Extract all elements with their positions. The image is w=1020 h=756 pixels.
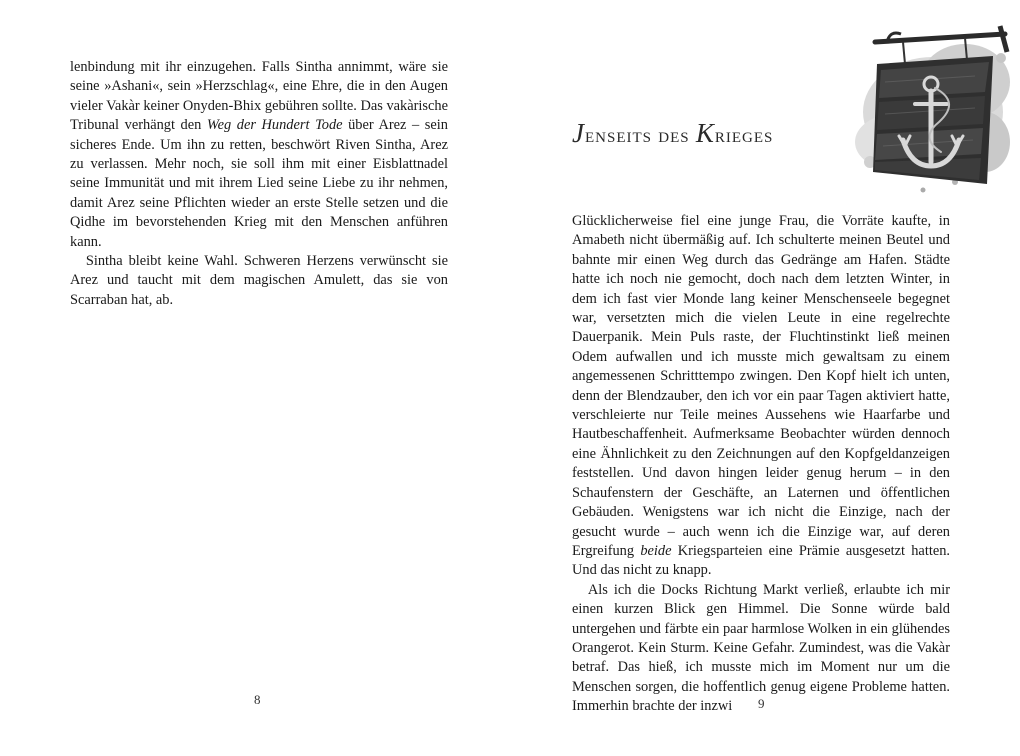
left-body-text — [70, 58, 448, 310]
paragraph-text: Glücklicherweise fiel eine junge Frau, die Vorräte kaufte, in Amabeth nicht übermäßig auf. Ich schulterte meinen Beutel und bahnte mir einen Weg durch das Gedränge am Hafen. Städte hatte ich noch nie gemocht, doch nach dem letzten Winter, in dem ich fast vier Monde lang keiner Menschenseele begegnet war, versetzten mich die vielen Leute in eine regelrechte Dauerpanik. Mein Puls raste, der Fluchtinstinkt ließ meinen Odem aufwallen und ich musste mich gewaltsam zu einem angemessenen Schritttempo zwingen. Den Kopf hielt ich unten, denn der Blendzauber, den ich vor ein paar Tagen aktiviert hatte, verschleierte nur Teile meines Aussehens wie Haarfarbe und Hautbeschaffenheit. Aufmerksame Beobachter würden dennoch eine Ähnlichkeit zu den Zeichnungen auf den Kopfgeldanzeigen feststellen. Und davon hingen leider genug herum – in den Schaufenstern der Geschäfte, an Laternen und öffentlichen Gebäuden. Wenigstens war ich nicht die Einzige, nach der gesucht wurde – auch wenn ich die Einzige war, auf deren Ergreifung — [572, 213, 950, 559]
body-paragraph — [572, 212, 950, 581]
paragraph-text: über Arez – sein sicheres Ende. Um ihn zu retten, beschwört Riven Sintha, Arez zu verlassen. Mehr noch, sie soll ihm mit einer Eisblattnadel seine Immunität und mit ihrem Lied seine Liebe zu ihr nehmen, damit Arez seine Pflichten wieder an erste Stelle setzen und die Qidhe im bevorstehenden Krieg mit den Menschen anführen kann. — [70, 117, 448, 250]
anchor-signboard-illustration — [815, 12, 1015, 202]
body-paragraph — [70, 252, 448, 310]
paragraph-text: Sintha bleibt keine Wahl. Schweren Herzens verwünscht sie Arez und taucht mit dem magischen Amulett, das sie von Scarraban hat, ab. — [70, 253, 448, 308]
body-paragraph — [70, 58, 448, 252]
italic-text: beide — [640, 542, 672, 559]
italic-text: Weg der Hundert Tode — [206, 117, 343, 134]
page-number-right: 9 — [758, 696, 765, 711]
chapter-title-part-2: rieges — [714, 123, 774, 147]
page-number-left: 8 — [254, 692, 261, 707]
right-page — [510, 0, 1020, 756]
chapter-title — [572, 118, 773, 149]
right-body-text — [572, 212, 950, 717]
paragraph-text: lenbindung mit ihr einzugehen. Falls Sintha annimmt, wäre sie seine »Ashani«, sein »Herzschlag«, eine Ehre, die in den Augen vieler Vakàr keiner Onyden-Bhix gebühren sollte. Das vakàrische Tribunal verhängt den — [70, 59, 448, 134]
paragraph-text: Als ich die Docks Richtung Markt verließ, erlaubte ich mir einen kurzen Blick gen Himmel. Die Sonne würde bald untergehen und färbte ein paar harmlose Wolken in ein glühendes Orangerot. Kein Sturm. Keine Gefahr. Zumindest, was die Vakàr betraf. Das hieß, ich musste mich im Moment nur um die Menschen sorgen, die hoffentlich genug eigene Probleme hatten. Immerhin brachte der inzwi — [572, 581, 950, 715]
chapter-title-initial-k: K — [695, 118, 715, 148]
chapter-title-part-1: enseits des — [584, 123, 696, 147]
paragraph-text: Kriegsparteien eine Prämie ausgesetzt hatten. Und das nicht zu knapp. — [572, 542, 950, 579]
chapter-title-initial-j: J — [572, 118, 585, 148]
